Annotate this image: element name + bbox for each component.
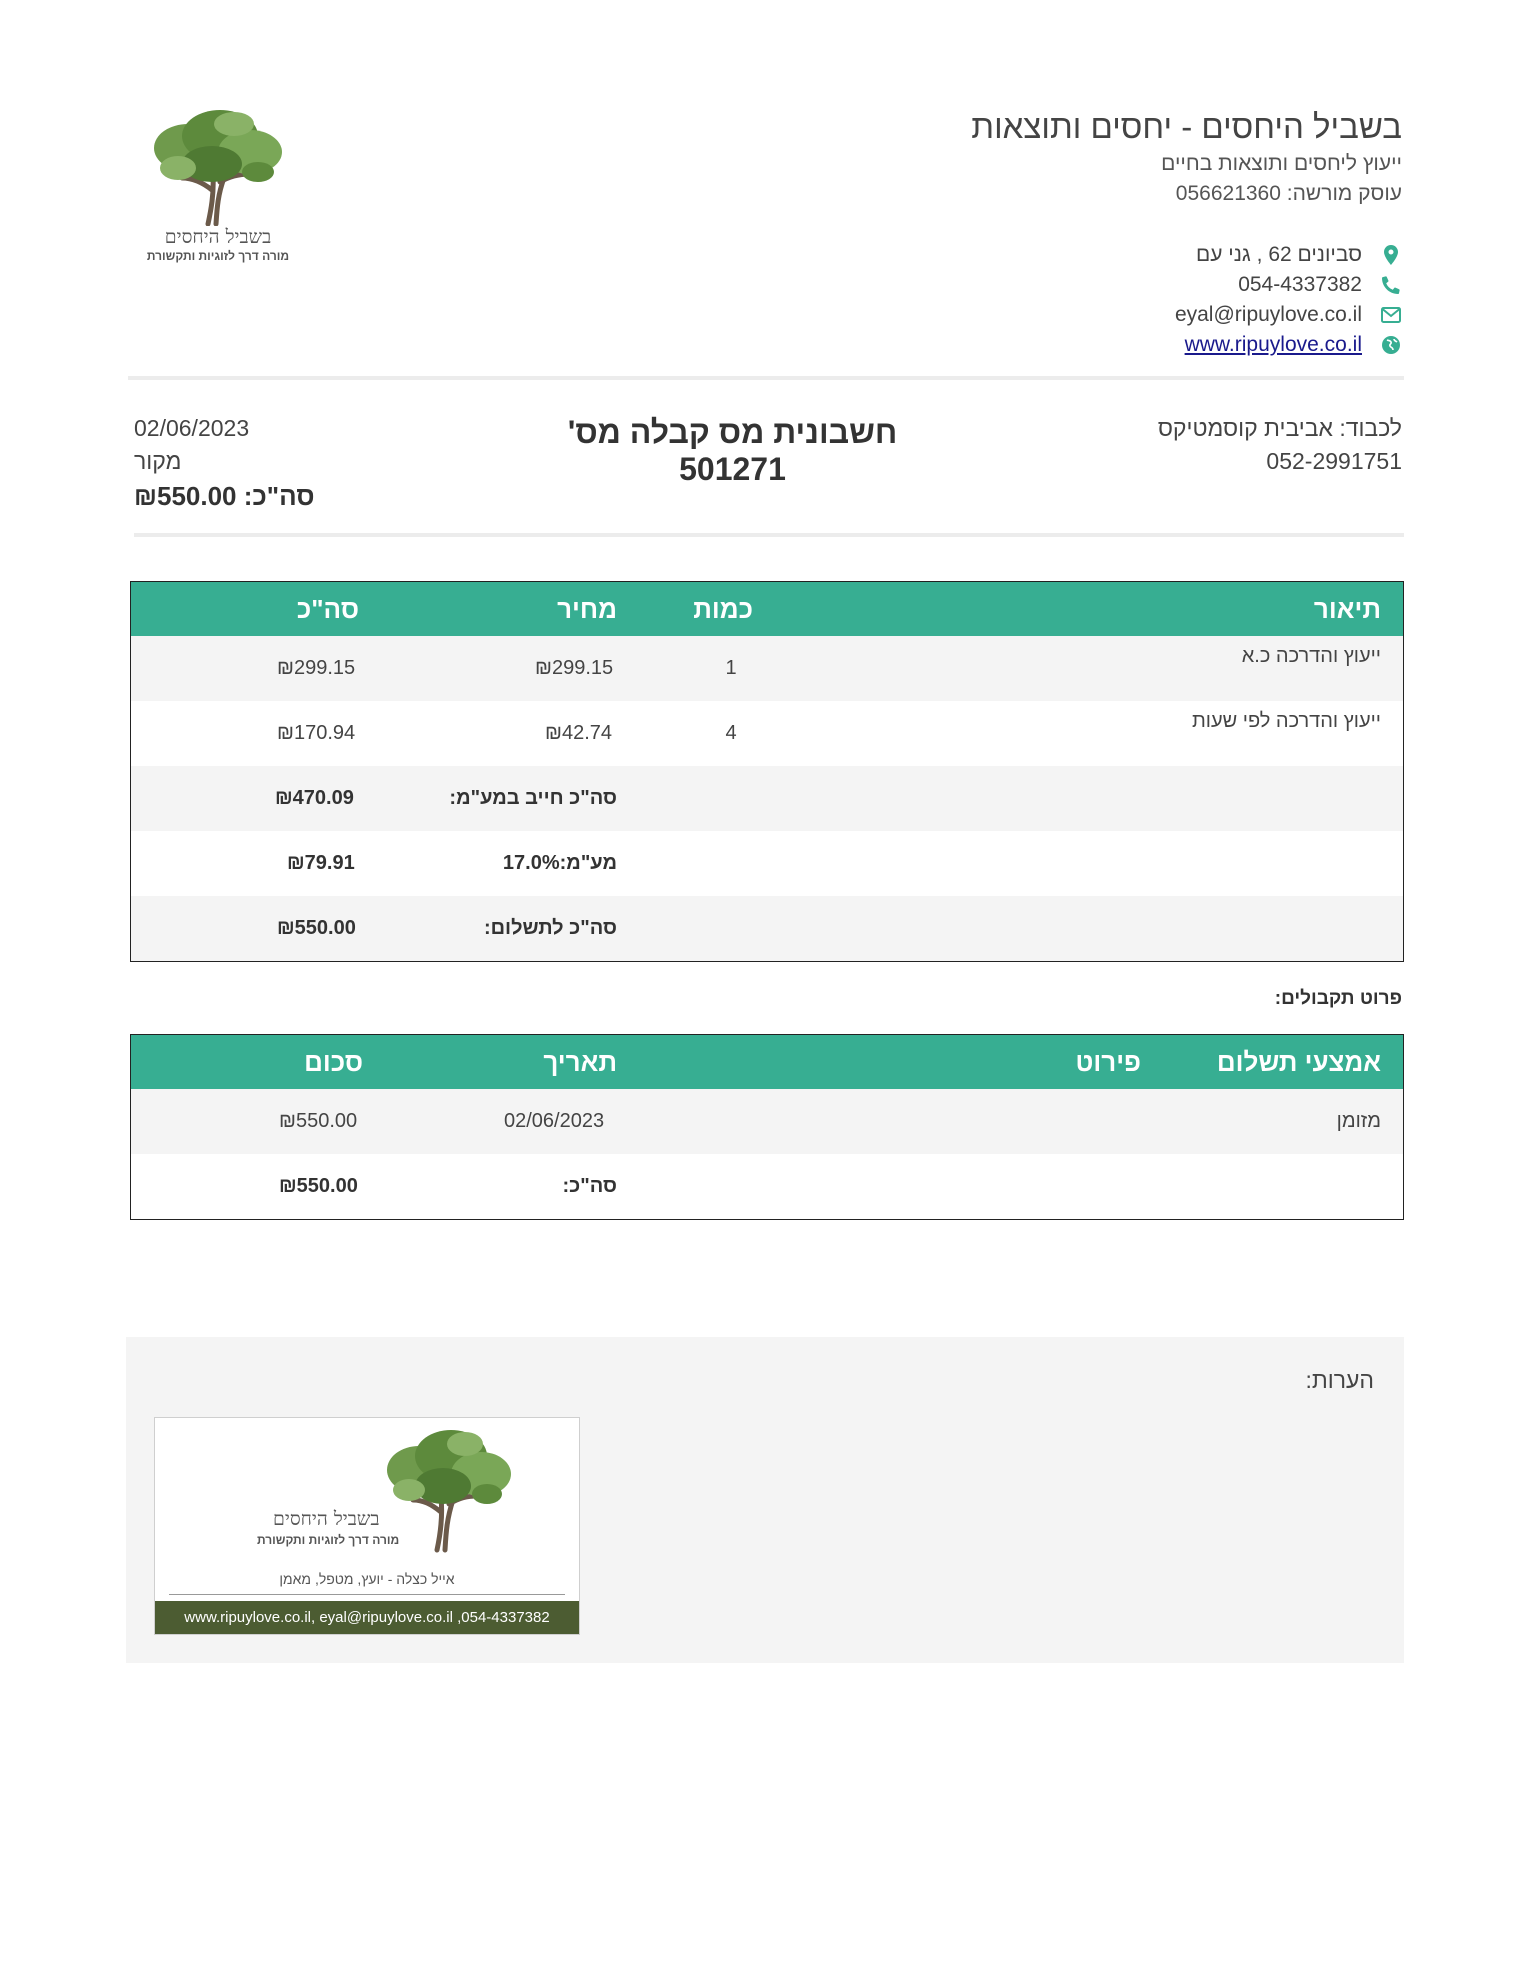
phone-text: 054-4337382 — [1238, 273, 1362, 296]
receipts-total-value: ₪550.00 — [279, 1175, 358, 1197]
receipts-section-label: פרוט תקבולים: — [1274, 988, 1402, 1009]
logo — [138, 106, 298, 266]
col-quantity-header: כמות — [693, 594, 753, 624]
tree-logo-icon — [138, 106, 298, 226]
item-total: ₪299.15 — [277, 657, 356, 679]
recipient-name: לכבוד: אביבית קוסמטיקס — [1157, 415, 1402, 441]
globe-icon — [1380, 334, 1402, 356]
notes-label: הערות: — [1305, 1367, 1374, 1393]
notes-section — [126, 1337, 1404, 1663]
map-pin-icon — [1380, 244, 1402, 266]
summary-value: ₪470.09 — [275, 787, 354, 809]
business-card-image — [154, 1417, 580, 1635]
table-row — [131, 1089, 1403, 1154]
summary-row-vat — [131, 831, 1403, 896]
summary-label: מע"מ:17.0% — [502, 852, 617, 874]
recipient-block — [1158, 412, 1402, 478]
summary-row-total — [131, 896, 1403, 961]
summary-label: סה"כ חייב במע"מ: — [449, 787, 617, 809]
contact-email — [1175, 300, 1402, 330]
summary-value: ₪79.91 — [287, 852, 355, 874]
header-divider — [128, 376, 1404, 380]
col-description-header: תיאור — [1313, 594, 1381, 624]
address-text: סביונים 62 , גני עם — [1196, 243, 1362, 266]
contact-address — [1175, 240, 1402, 270]
document-copy-type: מקור — [134, 448, 182, 474]
card-contact-bar: www.ripuylove.co.il, eyal@ripuylove.co.il ,054-4337382 — [155, 1601, 579, 1634]
document-date: 02/06/2023 — [134, 415, 250, 441]
card-subtitle: מורה דרך לזוגיות ותקשורת — [257, 1533, 400, 1547]
receipt-date: 02/06/2023 — [504, 1110, 605, 1132]
items-table-header — [131, 582, 1403, 636]
summary-label: סה"כ לתשלום: — [483, 917, 617, 939]
item-description: ייעוץ והדרכה כ.א — [1241, 645, 1381, 667]
business-name: בשביל היחסים - יחסים ותוצאות — [971, 108, 1402, 145]
card-divider — [169, 1594, 565, 1595]
email-text: eyal@ripuylove.co.il — [1174, 303, 1362, 326]
item-price: ₪42.74 — [545, 722, 613, 744]
business-license: עוסק מורשה: 056621360 — [1175, 182, 1402, 205]
card-title: בשביל היחסים — [273, 1508, 380, 1530]
col-date-header: תאריך — [543, 1047, 617, 1077]
item-quantity: 1 — [725, 657, 737, 679]
business-tagline: ייעוץ ליחסים ותוצאות בחיים — [1161, 152, 1402, 175]
summary-value: ₪550.00 — [277, 917, 356, 939]
receipts-table — [130, 1034, 1404, 1220]
phone-icon — [1380, 274, 1402, 296]
business-contacts — [1175, 240, 1402, 360]
envelope-icon — [1380, 304, 1402, 326]
table-row — [131, 701, 1403, 766]
contact-website — [1175, 330, 1402, 360]
item-quantity: 4 — [725, 722, 737, 744]
business-header — [971, 105, 1402, 209]
receipts-total-row — [131, 1154, 1403, 1219]
logo-subtitle: מורה דרך לזוגיות ותקשורת — [146, 249, 290, 263]
receipt-amount: ₪550.00 — [279, 1110, 358, 1132]
contact-phone — [1175, 270, 1402, 300]
recipient-phone: 052-2991751 — [1266, 448, 1402, 474]
col-price-header: מחיר — [557, 594, 617, 624]
receipts-table-header — [131, 1035, 1403, 1089]
document-total: סה"כ: ₪550.00 — [134, 481, 315, 511]
document-meta — [134, 412, 315, 513]
receipts-total-label: סה"כ: — [562, 1175, 617, 1197]
items-table — [130, 581, 1404, 962]
col-amount-header: סכום — [304, 1047, 363, 1077]
card-person: אייל כצלה - יועץ, מטפל, מאמן — [279, 1571, 455, 1587]
col-details-header: פירוט — [1075, 1047, 1141, 1077]
col-total-header: סה"כ — [296, 594, 359, 624]
item-description: ייעוץ והדרכה לפי שעות — [1191, 710, 1381, 732]
document-title: חשבונית מס קבלה מס' 501271 — [567, 414, 898, 487]
col-method-header: אמצעי תשלום — [1216, 1047, 1381, 1077]
website-link[interactable]: www.ripuylove.co.il — [1184, 333, 1362, 356]
summary-row-taxable — [131, 766, 1403, 831]
item-price: ₪299.15 — [535, 657, 614, 679]
table-row — [131, 636, 1403, 701]
meta-divider — [134, 533, 1404, 537]
logo-title: בשביל היחסים — [164, 226, 272, 248]
item-total: ₪170.94 — [277, 722, 356, 744]
receipt-method: מזומן — [1336, 1110, 1381, 1132]
